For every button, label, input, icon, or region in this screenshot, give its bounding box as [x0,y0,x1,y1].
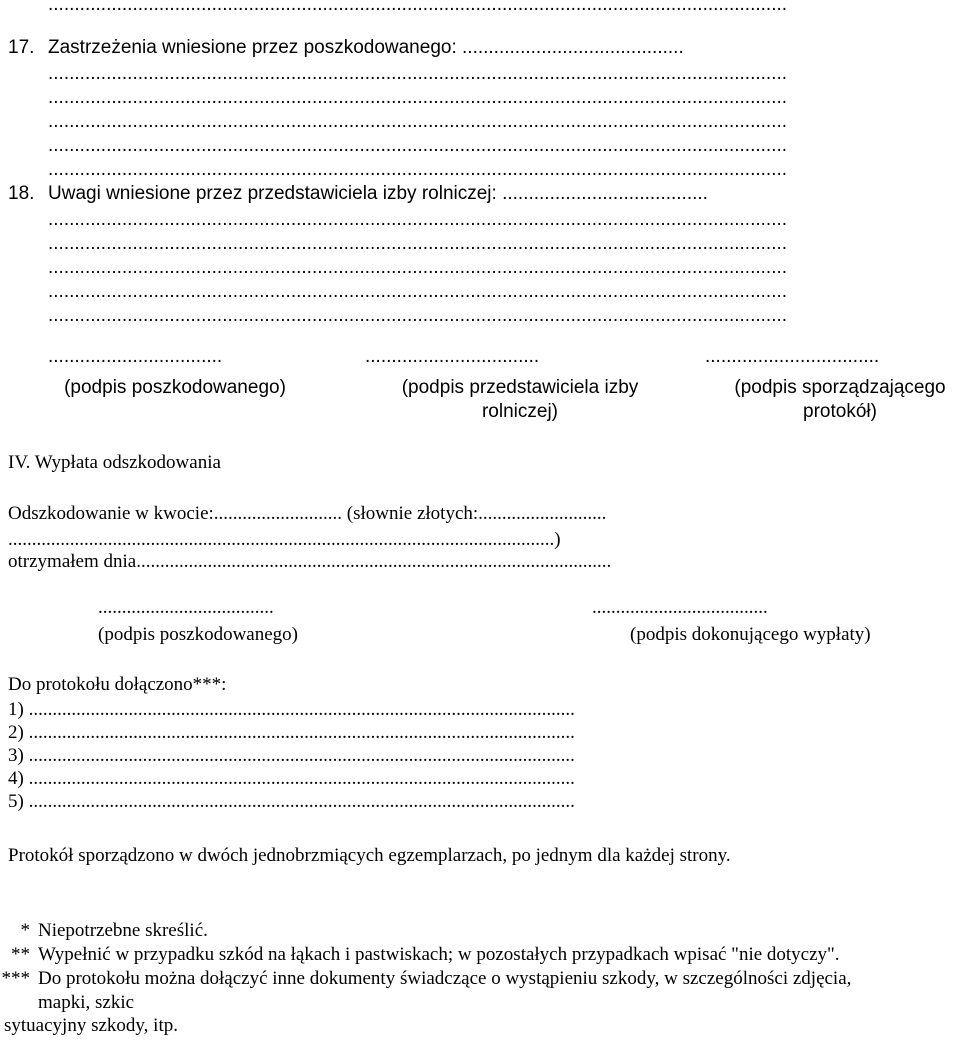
footnote [0,919,960,943]
footnote-text: Do protokołu można dołączyć inne dokumenty świadczące o wystąpieniu szkody, w szczególności zdjęcia, [38,968,852,989]
payer-signature-label: (podpis dokonującego wypłaty) [630,624,871,645]
attachment-item: 5) ................................................................................................................... [8,791,575,812]
section-18-number: 18. [8,183,35,204]
dotted-line: ............................................................................................................................................ [48,159,788,180]
attachments-label: Do protokołu dołączono***: [8,674,227,695]
dotted-line: ............................................................................................................................................ [48,63,788,84]
dotted-line: ............................................................................................................................................ [48,209,788,230]
attachment-item: 2) ................................................................................................................... [8,722,575,743]
closing-statement: Protokół sporządzono w dwóch jednobrzmiących egzemplarzach, po jednym dla każdej strony. [8,845,731,866]
signature-dots: ..................................... [98,597,274,618]
section-17-number: 17. [8,37,35,58]
attachment-item: 4) ................................................................................................................... [8,768,575,789]
footnote-mark: *** [1,968,30,989]
section-4-heading: IV. Wypłata odszkodowania [8,452,221,473]
section-17-label: Zastrzeżenia wniesione przez poszkodowanego: .......................................... [48,37,684,58]
dotted-line: ............................................................................................................................................ [48,233,788,254]
footnote-text: Wypełnić w przypadku szkód na łąkach i pastwiskach; w pozostałych przypadkach wpisać "nie dotyczy". [38,944,840,965]
signature-dots: ................................. [48,346,223,367]
dotted-line: ............................................................................................................................................ [48,305,788,326]
received-date-line: otrzymałem dnia.................................................................................................... [8,551,612,572]
section-18-label: Uwagi wniesione przez przedstawiciela izby rolniczej: ....................................... [48,183,708,204]
signature-dots: ................................. [705,346,880,367]
dotted-line: ............................................................................................................................................ [48,257,788,278]
chamber-signature-label: (podpis przedstawiciela izby rolniczej) [401,377,639,422]
amount-line-continued: ...................................................................................................................) [8,529,561,550]
victim-signature-label: (podpis poszkodowanego) [98,624,298,645]
footnote [0,967,960,991]
footnote-text-continued: mapki, szkic [38,992,135,1013]
footnote-mark: ** [11,944,30,965]
amount-line: Odszkodowanie w kwocie:........................... (słownie złotych:........................... [8,503,607,524]
footnote-mark: * [20,920,30,941]
footnote [0,943,960,967]
dotted-line: ............................................................................................................................................ [48,281,788,302]
dotted-line: ............................................................................................................................................ [48,0,788,15]
victim-signature-label: (podpis poszkodowanego) [64,377,286,398]
signature-dots: ................................. [365,346,540,367]
attachment-item: 3) ................................................................................................................... [8,745,575,766]
author-signature-label: (podpis sporządzającego protokół) [734,377,946,422]
footnote-text: Niepotrzebne skreślić. [38,920,208,941]
dotted-line: ............................................................................................................................................ [48,135,788,156]
attachment-item: 1) ................................................................................................................... [8,699,575,720]
dotted-line: ............................................................................................................................................ [48,111,788,132]
footnote-text-continued: sytuacyjny szkody, itp. [4,1015,178,1036]
dotted-line: ............................................................................................................................................ [48,87,788,108]
signature-dots: ..................................... [592,597,768,618]
